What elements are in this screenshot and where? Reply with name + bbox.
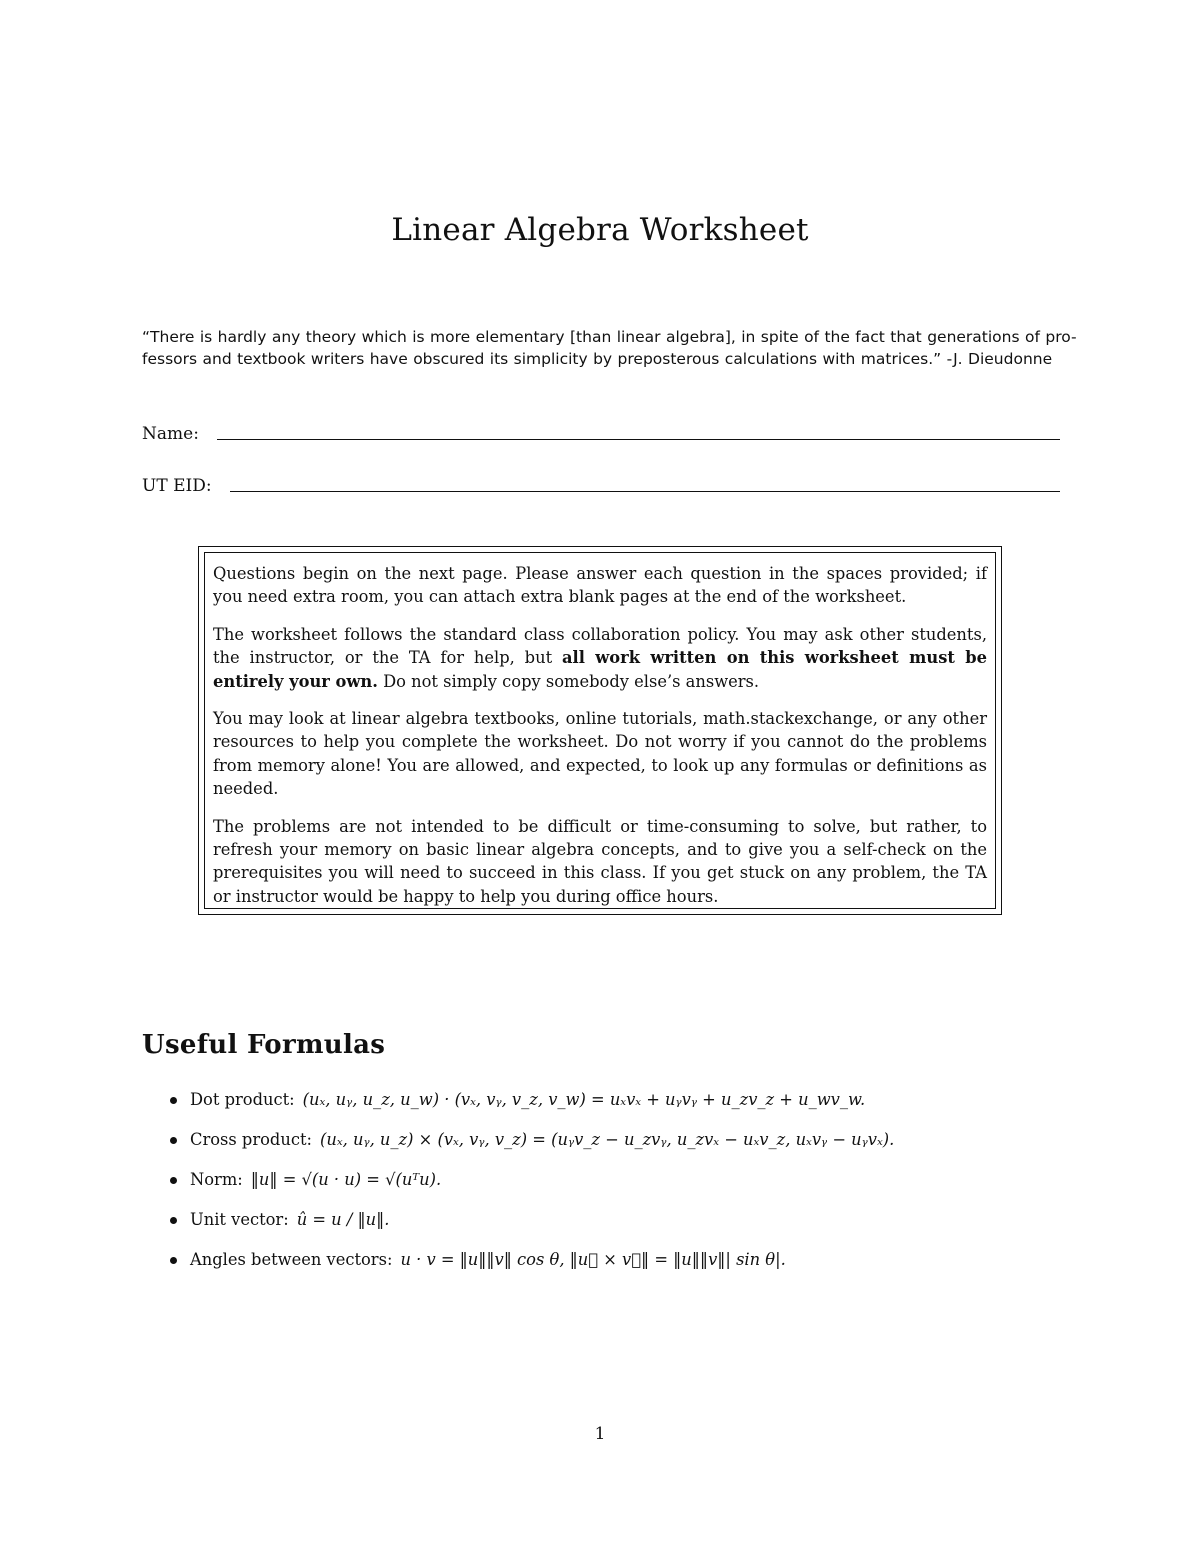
bullet-icon: [170, 1097, 177, 1104]
bullet-icon: [170, 1137, 177, 1144]
bullet-icon: [170, 1217, 177, 1224]
instructions-paragraph-2: [213, 623, 987, 693]
instructions-paragraph-1: Questions begin on the next page. Please answer each question in the spaces provided; if you need extra room, you can attach extra blank pages at the end of the worksheet.: [213, 564, 987, 607]
formula-list: [170, 1080, 1050, 1280]
policy-text: The worksheet follows the standard class collaboration policy. You may ask other students, the instructor, or the TA for help, but: [213, 624, 987, 668]
formula-item-norm: [170, 1160, 1050, 1200]
name-blank-line[interactable]: [217, 439, 1060, 440]
page-title: Linear Algebra Worksheet: [391, 212, 809, 248]
ut-eid-field[interactable]: [142, 470, 1060, 496]
formula-item-angles: [170, 1240, 1050, 1280]
formula-expression: u · v = ‖u‖‖v‖ cos θ, ‖u⃗ × v⃗‖ = ‖u‖‖v‖| sin θ|.: [400, 1250, 786, 1269]
epigraph-quote: [142, 326, 1077, 370]
bullet-icon: [170, 1177, 177, 1184]
formula-label: Cross product:: [190, 1130, 312, 1149]
formula-label: Dot product:: [190, 1090, 295, 1109]
ut-eid-blank-line[interactable]: [230, 491, 1060, 492]
name-label: Name:: [142, 424, 199, 444]
formula-expression: û = u / ‖u‖.: [296, 1210, 390, 1229]
instructions-paragraph-3: You may look at linear algebra textbooks, online tutorials, math.stackexchange, or any other resources to help you complete the worksheet. Do not worry if you cannot do the problems from memory alone! You are allowed, and expected, to look up any formulas or definitions as needed.: [213, 709, 987, 799]
formula-item-cross-product: [170, 1120, 1050, 1160]
policy-text-end: Do not simply copy somebody else’s answers.: [377, 671, 760, 691]
formula-expression: (uₓ, uᵧ, u_z, u_w) · (vₓ, vᵧ, v_z, v_w) = uₓvₓ + uᵧvᵧ + u_zv_z + u_wv_w.: [302, 1090, 866, 1109]
bullet-icon: [170, 1257, 177, 1264]
formula-item-unit-vector: [170, 1200, 1050, 1240]
instructions-box-inner: [204, 552, 996, 909]
ut-eid-label: UT EID:: [142, 476, 212, 496]
instructions-paragraph-4: The problems are not intended to be difficult or time-consuming to solve, but rather, to refresh your memory on basic linear algebra concepts, and to give you a self-check on the prerequisites you will need to succeed in this class. If you get stuck on any problem, the TA or instructor would be happy to help you during office hours.: [213, 816, 987, 906]
formula-label: Angles between vectors:: [190, 1250, 393, 1269]
instructions-box: [198, 546, 1002, 915]
quote-line-2: fessors and textbook writers have obscured its simplicity by preposterous calculations with matrices.” -J. Dieudonne: [142, 350, 1053, 368]
formula-label: Unit vector:: [190, 1210, 289, 1229]
formula-expression: ‖u‖ = √(u · u) = √(uᵀu).: [250, 1170, 442, 1189]
formula-expression: (uₓ, uᵧ, u_z) × (vₓ, vᵧ, v_z) = (uᵧv_z − u_zvᵧ, u_zvₓ − uₓv_z, uₓvᵧ − uᵧvₓ).: [320, 1130, 895, 1149]
quote-line-1: “There is hardly any theory which is more elementary [than linear algebra], in spite of the fact that generations of pro-: [142, 328, 1077, 346]
policy-emphasis: all work written on this worksheet must be entirely your own.: [213, 648, 987, 691]
formula-item-dot-product: [170, 1080, 1050, 1120]
useful-formulas-heading: Useful Formulas: [142, 1030, 386, 1060]
name-field[interactable]: [142, 418, 1060, 444]
page-number: 1: [594, 1424, 606, 1444]
formula-label: Norm:: [190, 1170, 243, 1189]
